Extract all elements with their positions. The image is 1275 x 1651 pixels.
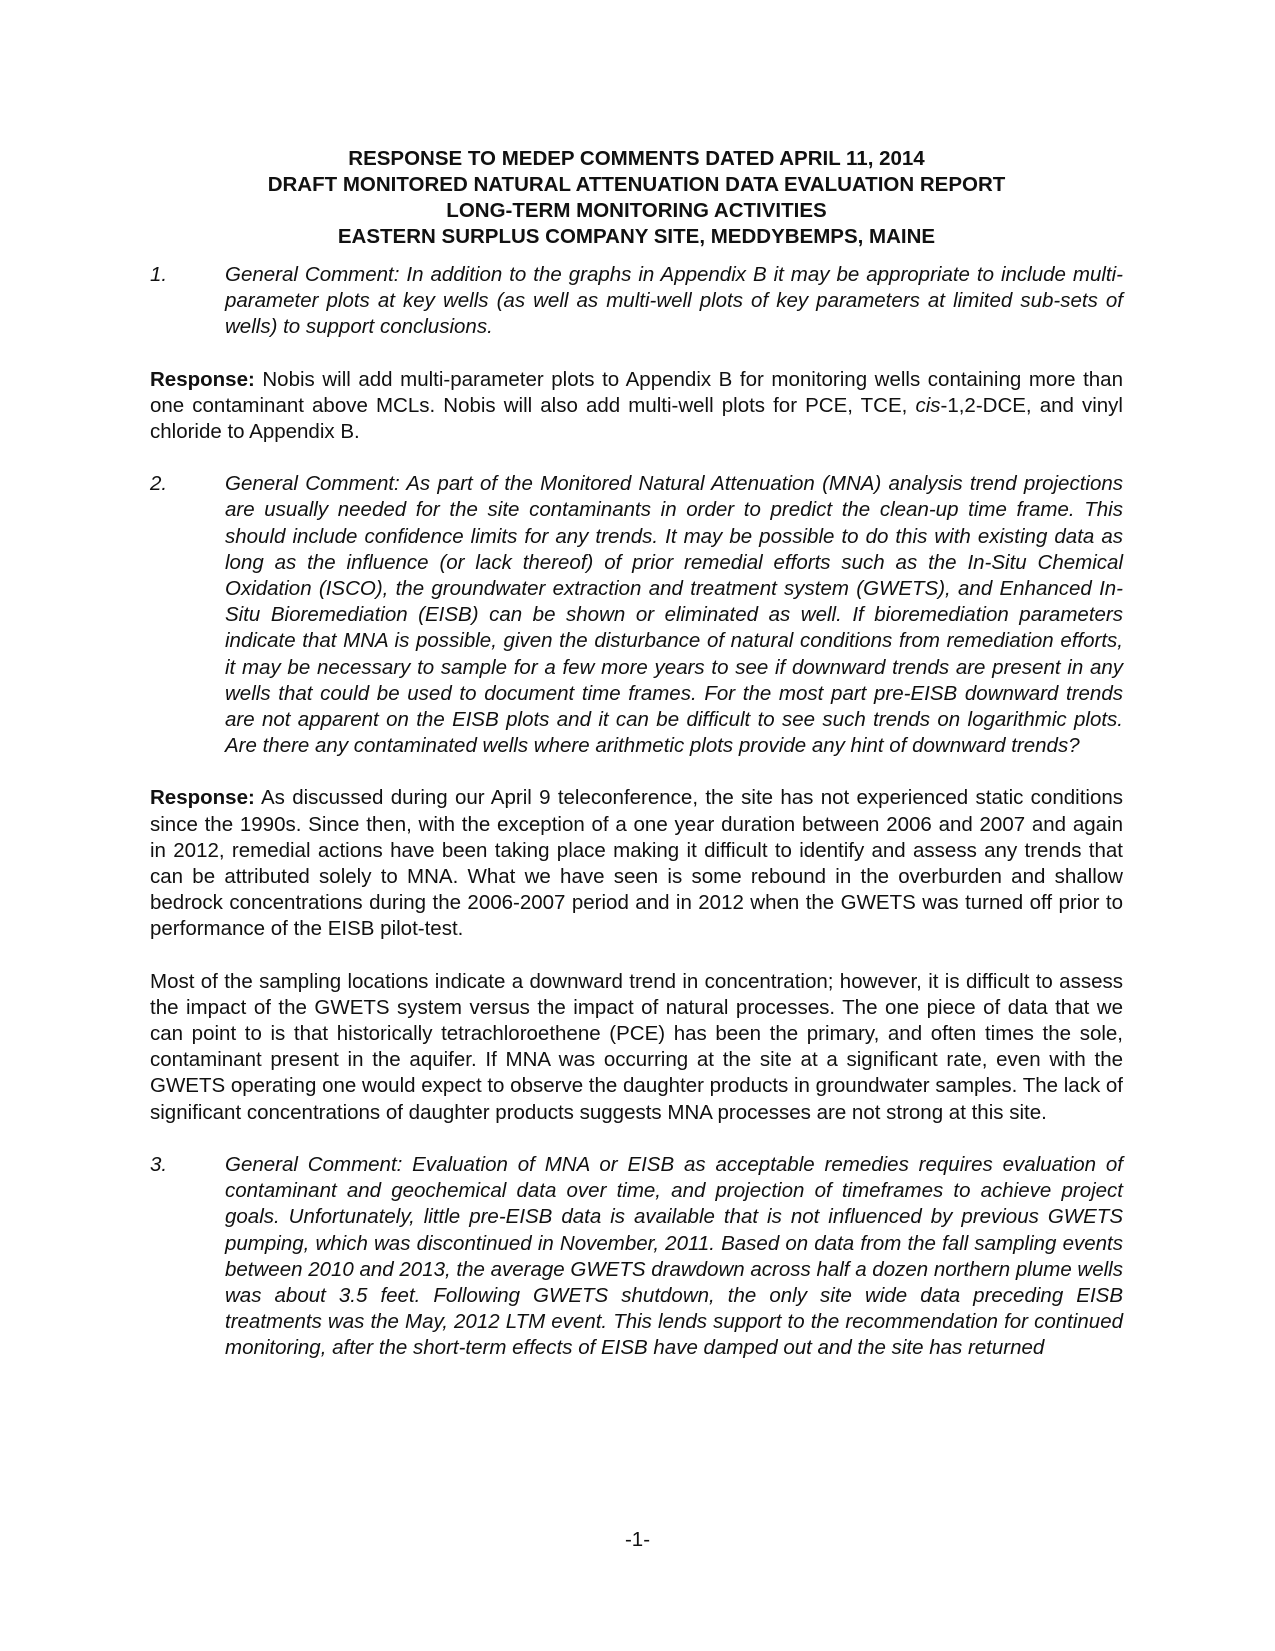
response-2 xyxy=(150,785,1123,942)
title-line-1: RESPONSE TO MEDEP COMMENTS DATED APRIL 11, 2014 xyxy=(348,147,925,170)
title-line-2: DRAFT MONITORED NATURAL ATTENUATION DATA EVALUATION REPORT xyxy=(267,173,1006,196)
response-label: Response: xyxy=(150,367,255,391)
comment-1 xyxy=(150,262,1123,341)
comment-text: General Comment: Evaluation of MNA or EISB as acceptable remedies requires evaluation of contaminant and geochemical data over time, and projection of timeframes to achieve project goals. Unfortunately, little pre-EISB data is available that is not influenced by previous GWETS pumping, which was discontinued in November, 2011. Based on data from the fall sampling events between 2010 and 2013, the average GWETS drawdown across half a dozen northern plume wells was about 3.5 feet. Following GWETS shutdown, the only site wide data preceding EISB treatments was the May, 2012 LTM event. This lends support to the recommendation for continued monitoring, after the short-term effects of EISB have damped out and the site has returned xyxy=(225,1152,1123,1360)
document-title xyxy=(150,146,1123,250)
comment-number: 3. xyxy=(150,1152,168,1176)
comment-2 xyxy=(150,471,1123,759)
comment-text: General Comment: As part of the Monitored Natural Attenuation (MNA) analysis trend projections are usually needed for the site contaminants in order to predict the clean-up time frame. This should include confidence limits for any trends. It may be possible to do this with existing data as long as the influence (or lack thereof) of prior remedial efforts such as the In-Situ Chemical Oxidation (ISCO), the groundwater extraction and treatment system (GWETS), and Enhanced In-Situ Bioremediation (EISB) can be shown or eliminated as well. If bioremediation parameters indicate that MNA is possible, given the disturbance of natural conditions from remediation efforts, it may be necessary to sample for a few more years to see if downward trends are present in any wells that could be used to document time frames. For the most part pre-EISB downward trends are not apparent on the EISB plots and it can be difficult to see such trends on logarithmic plots. Are there any contaminated wells where arithmetic plots provide any hint of downward trends? xyxy=(225,472,1123,758)
comment-3 xyxy=(150,1152,1123,1362)
response-label: Response: xyxy=(150,786,255,810)
response-text-continued: -1,2-DCE, and vinyl chloride to Appendix B. xyxy=(150,393,1123,444)
page-number: -1- xyxy=(624,1528,651,1551)
comment-text: General Comment: In addition to the graphs in Appendix B it may be appropriate to include multi-parameter plots at key wells (as well as multi-well plots of key parameters at limited sub-sets of wells) to support conclusions. xyxy=(225,263,1123,339)
response-text: As discussed during our April 9 teleconference, the site has not experienced static conditions since the 1990s. Since then, with the exception of a one year duration between 2006 and 2007 and again in 2012, remedial actions have been taking place making it difficult to identify and assess any trends that can be attributed solely to MNA. What we have seen is some rebound in the overburden and shallow bedrock concentrations during the 2006-2007 period and in 2012 when the GWETS was turned off prior to performance of the EISB pilot-test. xyxy=(150,786,1123,941)
response-2-paragraph-2: Most of the sampling locations indicate a downward trend in concentration; however, it is difficult to assess the impact of the GWETS system versus the impact of natural processes. The one piece of data that we can point to is that historically tetrachloroethene (PCE) has been the primary, and often times the sole, contaminant present in the aquifer. If MNA was occurring at the site at a significant rate, even with the GWETS operating one would expect to observe the daughter products in groundwater samples. The lack of significant concentrations of daughter products suggests MNA processes are not strong at this site. xyxy=(150,969,1123,1124)
response-italic-term: cis xyxy=(915,393,941,417)
title-line-3: LONG-TERM MONITORING ACTIVITIES xyxy=(446,199,827,222)
document-page xyxy=(150,146,1123,1388)
comment-number: 1. xyxy=(150,263,168,286)
response-1 xyxy=(150,367,1123,446)
title-line-4: EASTERN SURPLUS COMPANY SITE, MEDDYBEMPS, MAINE xyxy=(337,225,936,248)
comment-number: 2. xyxy=(150,472,168,496)
response-text: Nobis will add multi-parameter plots to Appendix B for monitoring wells containing more than one contaminant above MCLs. Nobis will also add multi-well plots for PCE, TCE, xyxy=(150,367,1123,417)
